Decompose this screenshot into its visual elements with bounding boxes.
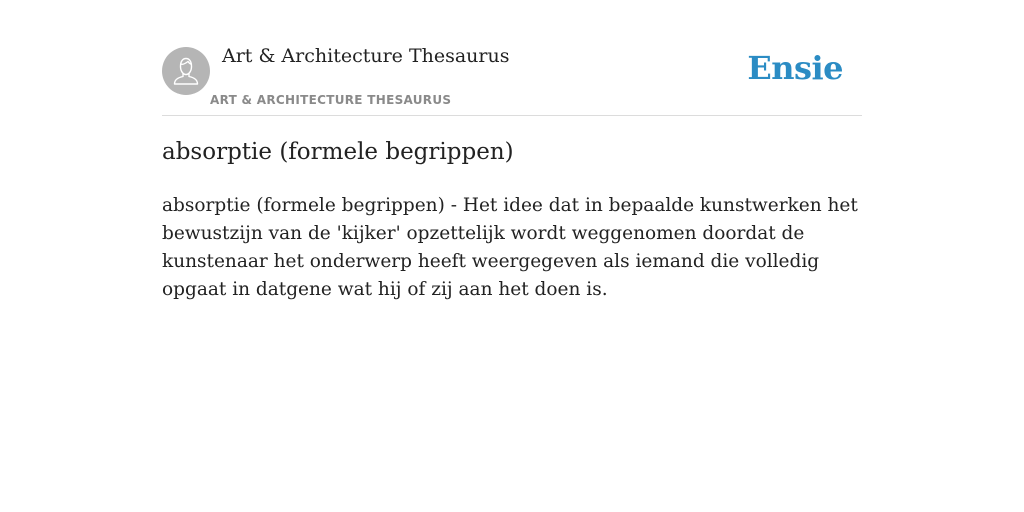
definition-text: absorptie (formele begrippen) - Het idee dat in bepaalde kunstwerken het bewustzijn van de 'kijker' opzettelijk wordt weggenomen doordat de kunstenaar het onderwerp heeft weergegeven als iemand die volledig opgaat in datgene wat hij of zij aan het doen is. — [162, 195, 858, 300]
ensie-logo-link[interactable]: Ensie — [747, 49, 843, 87]
source-title-link[interactable]: Art & Architecture Thesaurus — [222, 45, 510, 67]
user-silhouette-icon[interactable] — [162, 47, 210, 95]
page-title: absorptie (formele begrippen) — [162, 139, 514, 165]
source-subtitle: ART & ARCHITECTURE THESAURUS — [210, 93, 452, 107]
header — [162, 40, 862, 116]
